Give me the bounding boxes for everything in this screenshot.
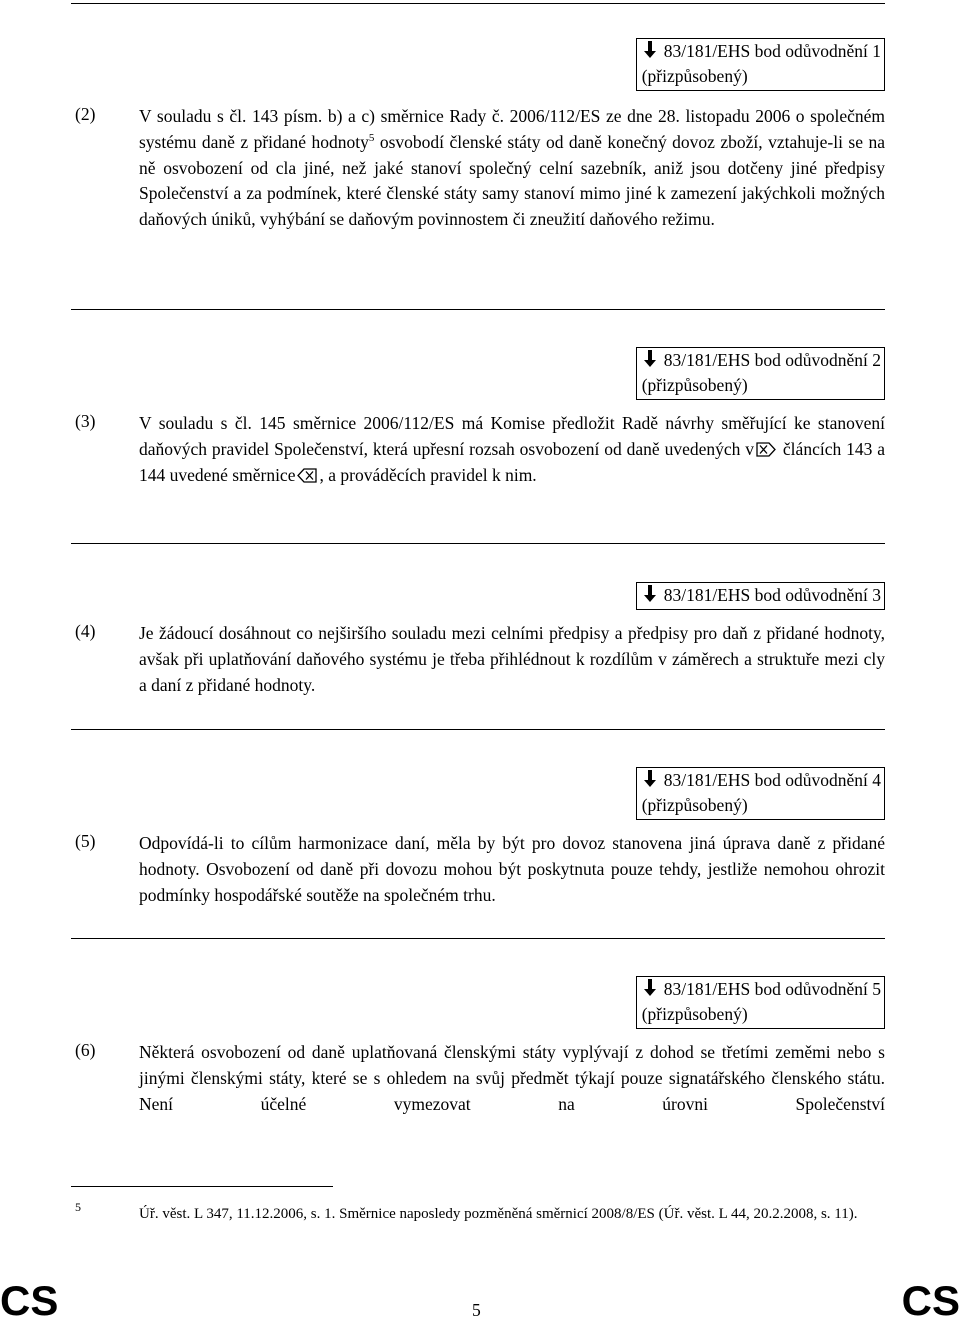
section-rule	[71, 543, 885, 544]
recital-text: Odpovídá-li to cílům harmonizace daní, měla by být pro dovoz stanovena jiná úprava daně z přidané hodnoty. Osvobození od daně při dovozu mohou být poskytnuta pouze tehdy, jestliže nemohou ohrozit podmínky hospodářské soutěže na společném trhu.	[139, 833, 885, 905]
reference-subtext: (přizpůsobený)	[641, 375, 748, 395]
reference-text: 83/181/EHS bod odůvodnění 5	[663, 979, 881, 999]
section-rule	[71, 938, 885, 939]
reference-subtext: (přizpůsobený)	[641, 795, 748, 815]
recital-6	[75, 1040, 885, 1117]
down-arrow-icon	[642, 979, 658, 997]
footnote-text: Úř. věst. L 347, 11.12.2006, s. 1. Směrnice naposledy pozměněná směrnicí 2008/8/ES (Úř. věst. L 44, 20.2.2008, s. 11).	[139, 1206, 858, 1222]
reference-text: 83/181/EHS bod odůvodnění 1	[663, 41, 881, 61]
reference-text: 83/181/EHS bod odůvodnění 4	[663, 770, 881, 790]
reference-box-3	[636, 582, 885, 610]
reference-box-5	[636, 976, 885, 1029]
reference-subtext: (přizpůsobený)	[641, 66, 748, 86]
recital-text: Je žádoucí dosáhnout co nejširšího souladu mezi celními předpisy a předpisy pro daň z přidané hodnoty, avšak při uplatňování daňového systému je třeba přihlédnout k rozdílům v záměrech a struktuře mezi cly a daní z přidané hodnoty.	[139, 623, 885, 695]
recital-text: V souladu s čl. 145 směrnice 2006/112/ES má Komise předložit Radě návrhy směřující ke stanovení daňových pravidel Společenství, která upřesní rozsah osvobození od daně uvedených v článcích 143 a 144 uvedené směrnice , a prováděcích pravidel k nim.	[139, 413, 886, 485]
section-rule	[71, 729, 885, 730]
recital-number: (6)	[75, 1040, 96, 1060]
footer-language-code-right: CS	[901, 1277, 960, 1324]
deletion-start-icon	[756, 442, 776, 457]
recital-text: Některá osvobození od daně uplatňovaná členskými státy vyplývají z dohod se třetími zeměmi nebo s jinými členskými státy, které se s ohledem na svůj předmět týkají pouze signatářského členského státu. Není účelné vymezovat na úrovni Společenství	[139, 1042, 885, 1114]
deletion-end-icon	[297, 468, 317, 483]
down-arrow-icon	[642, 41, 658, 59]
reference-text: 83/181/EHS bod odůvodnění 2	[663, 350, 881, 370]
recital-number: (2)	[75, 104, 96, 124]
recital-2	[75, 104, 885, 233]
down-arrow-icon	[642, 350, 658, 368]
footnote-reference[interactable]: 5	[368, 131, 375, 144]
reference-box-1	[636, 38, 885, 91]
footnote	[75, 1200, 885, 1224]
section-rule	[71, 309, 885, 310]
reference-box-4	[636, 767, 885, 820]
recital-3	[75, 411, 885, 488]
recital-text: V souladu s čl. 143 písm. b) a c) směrnice Rady č. 2006/112/ES ze dne 28. listopadu 2006 o společném systému daně z přidané hodnoty$^5$ osvobodí členské státy od daně konečný dovoz zboží, vztahuje-li se na ně osvobození od cla jiné, než jaké stanoví společný celní sazebník, aniž jsou dotčeny jiné předpisy Společenství a za podmínek, které členské státy samy stanoví mimo jiné k zamezení jakýchkoli možných daňových úniků, vyhýbání se daňovým povinnostem či zneužití daňového režimu.	[139, 106, 885, 230]
footer-language-code-left: CS	[0, 1277, 59, 1324]
footnote-number: 5	[75, 1200, 81, 1214]
down-arrow-icon	[642, 770, 658, 788]
recital-number: (4)	[75, 621, 96, 641]
footnote-rule	[71, 1186, 333, 1187]
recital-number: (3)	[75, 411, 96, 431]
recital-number: (5)	[75, 831, 96, 851]
reference-subtext: (přizpůsobený)	[641, 1004, 748, 1024]
page-number: 5	[472, 1300, 481, 1320]
down-arrow-icon	[642, 585, 658, 603]
top-rule	[71, 3, 885, 4]
reference-box-2	[636, 347, 885, 400]
reference-text: 83/181/EHS bod odůvodnění 3	[663, 585, 881, 605]
recital-4	[75, 621, 885, 698]
recital-5	[75, 831, 885, 908]
